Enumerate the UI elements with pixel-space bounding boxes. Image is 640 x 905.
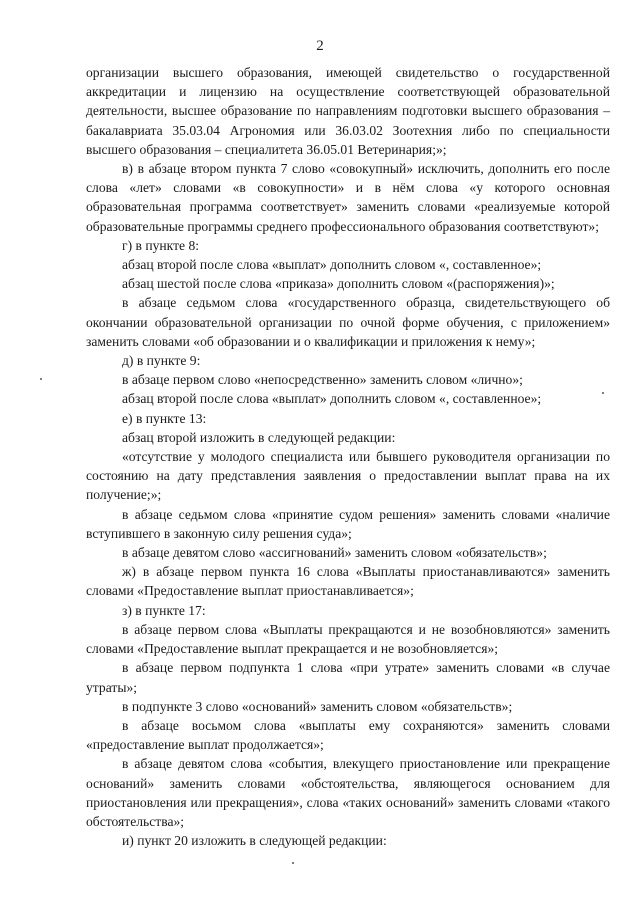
document-body [86, 63, 610, 850]
paragraph: з) в пункте 17: [122, 602, 206, 618]
paragraph: «отсутствие у молодого специалиста или бывшего руководителя организации по состоянию на дату представления заявления о предоставлении выплат права на их получение;»; [86, 449, 610, 503]
paragraph: абзац второй после слова «выплат» дополнить словом «, составленное»; [122, 257, 542, 273]
paragraph: ж) в абзаце первом пункта 16 слова «Выплаты приостанавливаются» заменить словами «Предоставление выплат приостанавливается»; [86, 564, 610, 599]
paragraph: е) в пункте 13: [122, 410, 207, 426]
paragraph: и) пункт 20 изложить в следующей редакции: [122, 833, 387, 849]
paragraph: в абзаце девятом слово «ассигнований» заменить словом «обязательств»; [122, 545, 547, 561]
paragraph: в) в абзаце втором пункта 7 слово «совокупный» исключить, дополнить его после слова «лет» словами «в совокупности» и в нём слова «у которого основная образовательная программа соответствует» заменить словами «реализуемые которой образовательные программы среднего профессионального образования соответствуют»; [86, 161, 610, 234]
scan-speck [40, 378, 42, 380]
paragraph: абзац шестой после слова «приказа» дополнить словом «(распоряжения)»; [122, 276, 555, 292]
scan-speck [292, 862, 294, 864]
paragraph: в абзаце восьмом слова «выплаты ему сохраняются» заменить словами «предоставление выплат продолжается»; [86, 717, 610, 753]
paragraph: в подпункте 3 слово «оснований» заменить словом «обязательств»; [122, 698, 513, 714]
paragraph: г) в пункте 8: [122, 237, 200, 253]
paragraph: в абзаце первом слова «Выплаты прекращаются и не возобновляются» заменить словами «Предоставление выплат прекращается и не возобновляется»; [86, 621, 610, 657]
paragraph: д) в пункте 9: [122, 353, 201, 369]
paragraph: в абзаце девятом слова «события, влекущего приостановление или прекращение оснований» заменить словами «обстоятельства, являющегося основанием для приостановления или прекращения», слова «таких оснований» заменить словами «такого обстоятельства»; [86, 756, 610, 829]
paragraph: в абзаце первом слово «непосредственно» заменить словом «лично»; [122, 372, 523, 388]
paragraph: в абзаце седьмом слова «государственного образца, свидетельствующего об окончании образовательной организации по очной форме обучения, с приложением» заменить словами «об образовании и о квалификации и приложения к нему»; [86, 295, 610, 349]
paragraph: абзац второй после слова «выплат» дополнить словом «, составленное»; [122, 391, 542, 407]
page-number: 2 [316, 38, 324, 54]
scan-speck [602, 392, 604, 394]
paragraph: в абзаце седьмом слова «принятие судом решения» заменить словами «наличие вступившего в законную силу решения суда»; [86, 506, 610, 541]
paragraph: организации высшего образования, имеющей свидетельство о государственной аккредитации и лицензию на осуществление соответствующей образовательной деятельности, высшее образование по направлениям подготовки высшего образования – бакалавриата 35.03.04 Агрономия или 36.03.02 Зоотехния либо по специальности высшего образования – специалитета 36.05.01 Ветеринария;»; [86, 65, 610, 157]
paragraph: абзац второй изложить в следующей редакции: [122, 429, 396, 445]
paragraph: в абзаце первом подпункта 1 слова «при утрате» заменить словами «в случае утраты»; [86, 660, 610, 695]
